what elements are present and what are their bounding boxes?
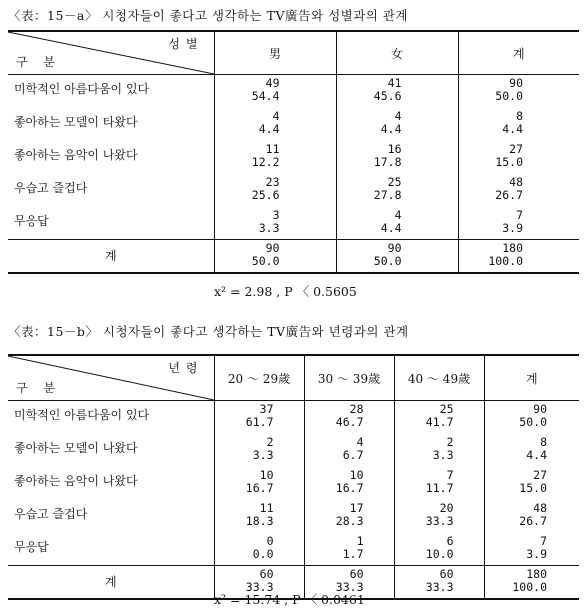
percent-value: 11.7	[425, 480, 454, 495]
percent-value: 26.7	[495, 187, 523, 202]
percent-value: 1.7	[342, 546, 364, 561]
count-value: 7	[540, 533, 547, 548]
percent-value: 16.7	[245, 480, 274, 495]
row-label: 좋아하는 모델이 나왔다	[8, 434, 214, 467]
percent-value: 25.6	[251, 187, 280, 202]
data-cell	[336, 174, 458, 207]
percent-value: 4.4	[258, 121, 280, 136]
data-cell	[394, 566, 484, 599]
row-label: 우습고 즐겁다	[8, 174, 214, 207]
table-row	[8, 401, 579, 434]
data-cell	[484, 500, 579, 533]
column-header-label: 년령	[168, 361, 204, 375]
row-label: 미학적인 아름다움이 있다	[8, 401, 214, 434]
percent-value: 3.9	[502, 220, 523, 235]
percent-value: 27.8	[373, 187, 402, 202]
count-value: 90	[533, 402, 547, 416]
data-cell	[484, 533, 579, 566]
table-row	[8, 75, 579, 108]
percent-value: 26.7	[519, 513, 547, 528]
percent-value: 3.3	[252, 447, 274, 462]
row-label: 좋아하는 모델이 타왔다	[8, 108, 214, 141]
row-label: 미학적인 아름다움이 있다	[8, 75, 214, 108]
percent-value: 3.3	[258, 220, 280, 235]
table-row	[8, 108, 579, 141]
count-value: 20	[439, 500, 454, 515]
data-cell	[336, 75, 458, 108]
count-value: 11	[259, 500, 274, 515]
percent-value: 18.3	[245, 513, 274, 528]
header-diagonal-cell	[8, 355, 214, 401]
count-value: 23	[265, 174, 280, 189]
percent-value: 6.7	[342, 447, 364, 462]
percent-value: 28.3	[335, 513, 364, 528]
row-label: 우습고 즐겁다	[8, 500, 214, 533]
count-value: 4	[394, 207, 402, 222]
percent-value: 16.7	[335, 480, 364, 495]
percent-value: 100.0	[488, 254, 523, 268]
count-value: 7	[516, 207, 523, 222]
count-value: 10	[259, 467, 274, 482]
count-value: 90	[265, 241, 280, 255]
row-label: 좋아하는 음악이 나왔다	[8, 467, 214, 500]
percent-value: 4.4	[380, 121, 402, 136]
count-value: 11	[265, 141, 280, 156]
row-header-label: 구 분	[16, 381, 61, 395]
percent-value: 33.3	[335, 580, 364, 594]
column-header: 女	[336, 31, 458, 75]
row-label: 계	[8, 240, 214, 273]
data-cell	[336, 207, 458, 240]
data-cell	[304, 401, 394, 434]
table-row	[8, 533, 579, 566]
column-header: 계	[458, 31, 579, 75]
data-cell	[214, 108, 336, 141]
count-value: 10	[349, 467, 364, 482]
data-cell	[214, 174, 336, 207]
table-a	[8, 30, 579, 274]
table-a-caption: 〈表：15－a〉 시청자들이 좋다고 생각하는 TV廣告와 성별과의 관계	[8, 8, 408, 23]
percent-value: 33.3	[425, 513, 454, 528]
table-row	[8, 141, 579, 174]
count-value: 28	[349, 402, 364, 416]
count-value: 180	[526, 567, 547, 581]
row-label: 좋아하는 음악이 나왔다	[8, 141, 214, 174]
data-cell	[214, 141, 336, 174]
count-value: 2	[266, 434, 274, 449]
data-cell	[458, 174, 579, 207]
count-value: 7	[446, 467, 454, 482]
count-value: 6	[446, 533, 454, 548]
percent-value: 0.0	[252, 546, 274, 561]
data-cell	[214, 401, 304, 434]
percent-value: 15.0	[519, 480, 547, 495]
table-row	[8, 174, 579, 207]
data-cell	[458, 75, 579, 108]
percent-value: 54.4	[251, 89, 280, 103]
count-value: 16	[387, 141, 402, 156]
data-cell	[214, 240, 336, 273]
data-cell	[304, 434, 394, 467]
count-value: 49	[265, 76, 280, 90]
count-value: 0	[266, 533, 274, 548]
column-header: 40 ～ 49歲	[394, 355, 484, 401]
table-row	[8, 207, 579, 240]
percent-value: 3.3	[432, 447, 454, 462]
data-cell	[336, 240, 458, 273]
percent-value: 41.7	[425, 415, 454, 429]
percent-value: 10.0	[425, 546, 454, 561]
count-value: 8	[540, 434, 547, 449]
data-cell	[214, 533, 304, 566]
percent-value: 12.2	[251, 154, 280, 169]
data-cell	[458, 141, 579, 174]
percent-value: 100.0	[512, 580, 547, 594]
count-value: 41	[387, 76, 402, 90]
table-b-statistic: x² = 15.74 , P 〈 0.0461	[214, 592, 365, 607]
data-cell	[394, 533, 484, 566]
percent-value: 50.0	[519, 415, 547, 429]
percent-value: 4.4	[526, 447, 547, 462]
percent-value: 61.7	[245, 415, 274, 429]
count-value: 1	[356, 533, 364, 548]
percent-value: 4.4	[380, 220, 402, 235]
row-label: 무응답	[8, 207, 214, 240]
percent-value: 15.0	[495, 154, 523, 169]
column-header-label: 성별	[168, 37, 204, 51]
count-value: 60	[439, 567, 454, 581]
column-header: 계	[484, 355, 579, 401]
data-cell	[458, 207, 579, 240]
count-value: 8	[516, 108, 523, 123]
count-value: 27	[533, 467, 547, 482]
count-value: 17	[349, 500, 364, 515]
data-cell	[484, 434, 579, 467]
column-header: 20 ～ 29歲	[214, 355, 304, 401]
percent-value: 45.6	[373, 89, 402, 103]
percent-value: 33.3	[245, 580, 274, 594]
percent-value: 50.0	[251, 254, 280, 268]
count-value: 48	[509, 174, 523, 189]
header-diagonal-cell	[8, 31, 214, 75]
count-value: 4	[356, 434, 364, 449]
percent-value: 3.9	[526, 546, 547, 561]
data-cell	[484, 401, 579, 434]
data-cell	[458, 108, 579, 141]
count-value: 60	[349, 567, 364, 581]
row-label: 계	[8, 566, 214, 599]
count-value: 2	[446, 434, 454, 449]
count-value: 48	[533, 500, 547, 515]
count-value: 90	[509, 76, 523, 90]
data-cell	[394, 434, 484, 467]
count-value: 60	[259, 567, 274, 581]
data-cell	[394, 401, 484, 434]
data-cell	[214, 207, 336, 240]
table-b-caption: 〈表：15－b〉 시청자들이 좋다고 생각하는 TV廣告와 년령과의 관계	[8, 324, 409, 339]
data-cell	[304, 467, 394, 500]
count-value: 25	[387, 174, 402, 189]
count-value: 3	[272, 207, 280, 222]
percent-value: 46.7	[335, 415, 364, 429]
count-value: 4	[394, 108, 402, 123]
data-cell	[336, 141, 458, 174]
row-header-label: 구 분	[16, 55, 61, 69]
table-b	[8, 354, 579, 600]
percent-value: 33.3	[425, 580, 454, 594]
percent-value: 50.0	[373, 254, 402, 268]
column-header: 30 ～ 39歲	[304, 355, 394, 401]
row-label: 무응답	[8, 533, 214, 566]
percent-value: 4.4	[502, 121, 523, 136]
data-cell	[458, 240, 579, 273]
data-cell	[214, 467, 304, 500]
data-cell	[394, 500, 484, 533]
data-cell	[336, 108, 458, 141]
count-value: 25	[439, 402, 454, 416]
data-cell	[394, 467, 484, 500]
data-cell	[214, 75, 336, 108]
column-header: 男	[214, 31, 336, 75]
data-cell	[214, 434, 304, 467]
table-a-statistic: x² = 2.98 , P 〈 0.5605	[214, 284, 357, 299]
data-cell	[304, 500, 394, 533]
table-row	[8, 467, 579, 500]
data-cell	[214, 500, 304, 533]
total-row	[8, 240, 579, 273]
data-cell	[304, 533, 394, 566]
percent-value: 50.0	[495, 89, 523, 103]
data-cell	[484, 566, 579, 599]
count-value: 180	[502, 241, 523, 255]
data-cell	[484, 467, 579, 500]
count-value: 37	[259, 402, 274, 416]
percent-value: 17.8	[373, 154, 402, 169]
table-row	[8, 434, 579, 467]
count-value: 4	[272, 108, 280, 123]
count-value: 90	[387, 241, 402, 255]
count-value: 27	[509, 141, 523, 156]
table-row	[8, 500, 579, 533]
